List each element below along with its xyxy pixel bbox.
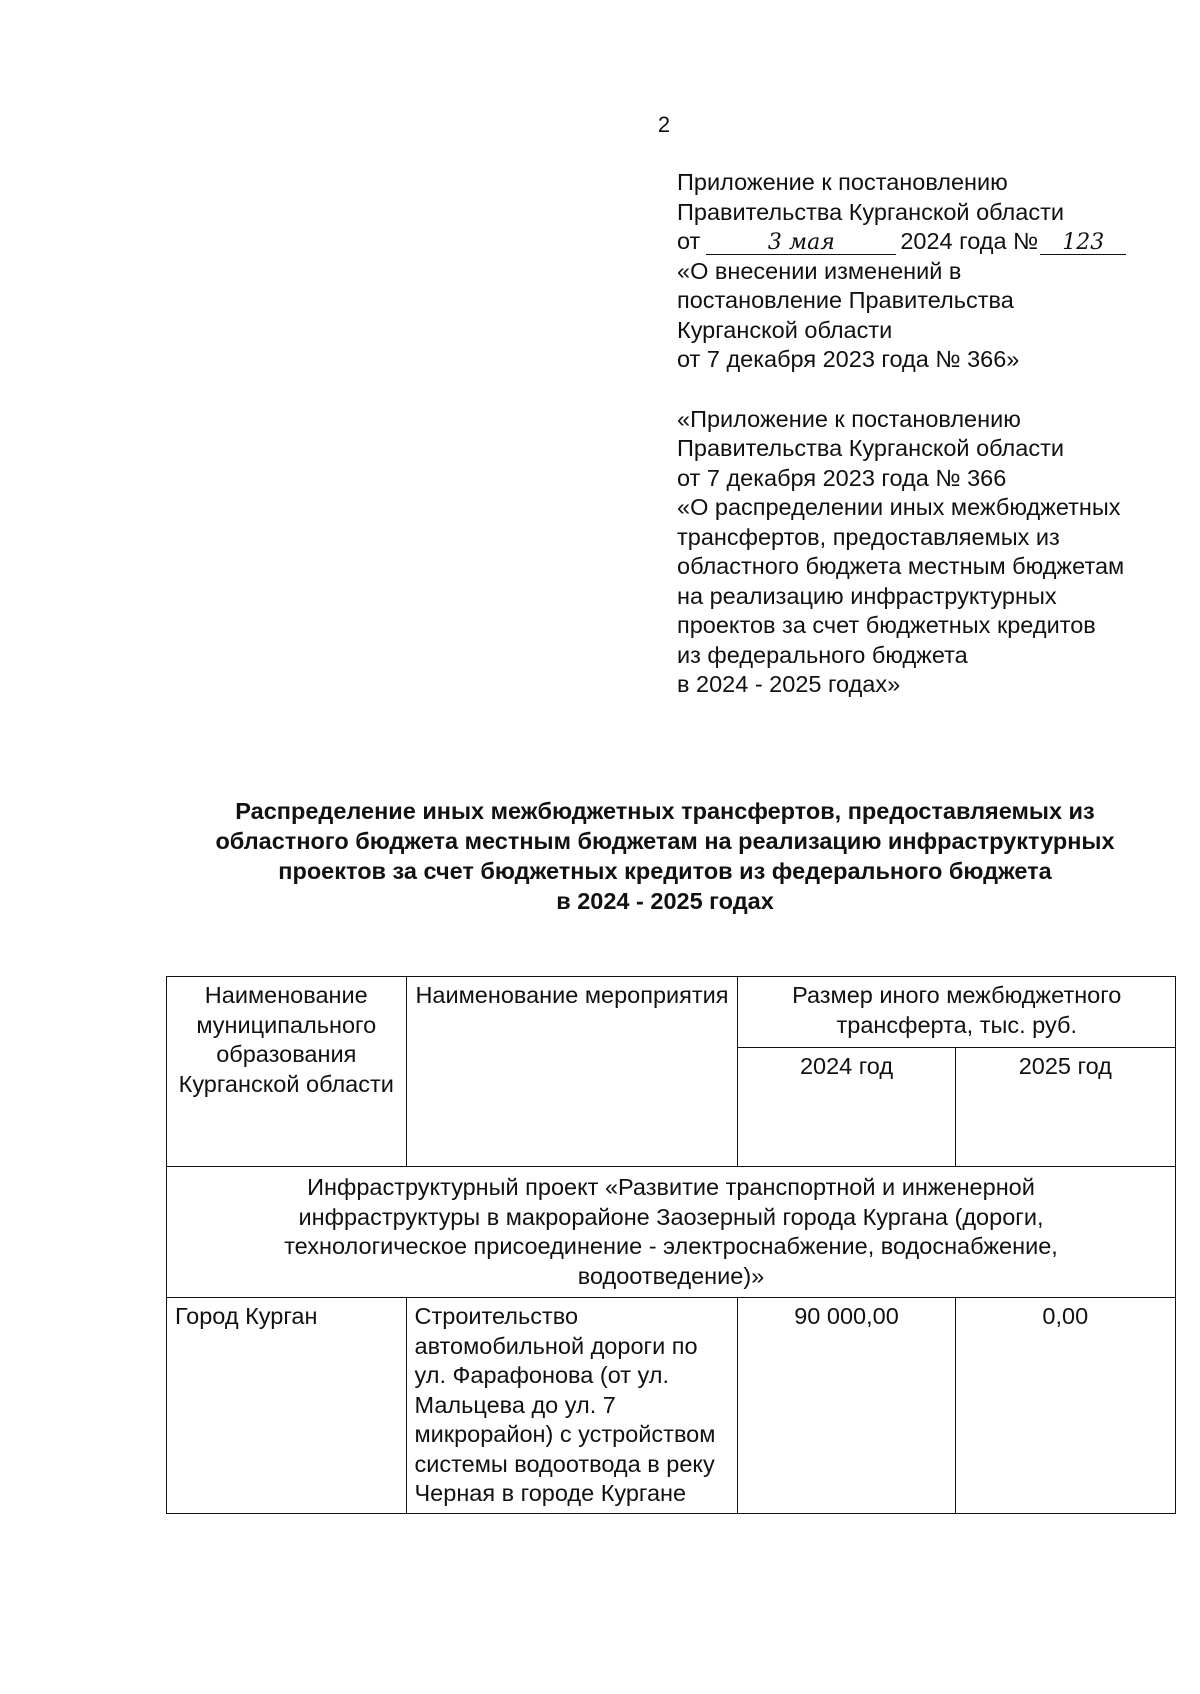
table-row <box>167 1298 1176 1514</box>
distribution-table <box>166 976 1176 1514</box>
title-line: в 2024 - 2025 годах <box>556 888 774 914</box>
original-appendix-line: трансфертов, предоставляемых из <box>677 523 1060 550</box>
title-line: Распределение иных межбюджетных трансфертов, предоставляемых из <box>235 798 1095 824</box>
spacer <box>677 375 1177 405</box>
original-appendix-line: Правительства Курганской области <box>677 435 1064 461</box>
document-title <box>160 796 1170 916</box>
original-appendix-line: из федерального бюджета <box>677 641 968 668</box>
appendix-date-line <box>677 227 1177 257</box>
original-appendix-line: проектов за счет бюджетных кредитов <box>677 612 1096 638</box>
header-year-2024: 2024 год <box>738 1048 955 1167</box>
cell-activity: Строительство автомобильной дороги по ул. Фарафонова (от ул. Мальцева до ул. 7 микрорайон) с устройством системы водоотвода в реку Черная в городе Кургане <box>406 1298 738 1514</box>
date-year-no: 2024 года № <box>900 228 1039 254</box>
project-row <box>167 1167 1176 1298</box>
appendix-line: постановление Правительства <box>677 287 1014 313</box>
original-appendix-line: «О распределении иных межбюджетных <box>677 494 1121 520</box>
handwritten-number: 123 <box>1040 232 1126 255</box>
title-line: проектов за счет бюджетных кредитов из федерального бюджета <box>278 858 1052 884</box>
title-line: областного бюджета местным бюджетам на реализацию инфраструктурных <box>215 828 1115 854</box>
appendix-line: Курганской области <box>677 316 893 343</box>
appendix-line: «О внесении изменений в <box>677 257 962 284</box>
original-appendix-line: «Приложение к постановлению <box>677 405 1021 432</box>
header-activity: Наименование мероприятия <box>406 977 738 1167</box>
table-header-row <box>167 977 1176 1048</box>
page-number: 2 <box>657 112 671 137</box>
header-year-2025: 2025 год <box>955 1048 1175 1167</box>
original-appendix-line: областного бюджета местным бюджетам <box>677 553 1125 579</box>
cell-amount-2025: 0,00 <box>955 1298 1175 1514</box>
original-appendix-line: в 2024 - 2025 годах» <box>677 671 901 697</box>
original-appendix-line: от 7 декабря 2023 года № 366 <box>677 464 1007 491</box>
header-amount-group: Размер иного межбюджетного трансферта, тыс. руб. <box>738 977 1176 1048</box>
appendix-line: Правительства Курганской области <box>677 198 1064 225</box>
date-prefix: от <box>677 228 701 254</box>
project-title: Инфраструктурный проект «Развитие транспортной и инженерной инфраструктуры в макрорайоне Заозерный города Кургана (дороги, технологическое присоединение - электроснабжение, водоснабжение, водоотведение)» <box>167 1167 1176 1298</box>
header-municipality: Наименование муниципального образования Курганской области <box>167 977 407 1167</box>
handwritten-date: 3 мая <box>706 232 896 255</box>
cell-municipality: Город Курган <box>167 1298 407 1514</box>
appendix-header <box>677 168 1177 700</box>
original-appendix-line: на реализацию инфраструктурных <box>677 582 1057 609</box>
appendix-line: Приложение к постановлению <box>677 169 1008 195</box>
appendix-line: от 7 декабря 2023 года № 366» <box>677 346 1020 372</box>
cell-amount-2024: 90 000,00 <box>738 1298 955 1514</box>
